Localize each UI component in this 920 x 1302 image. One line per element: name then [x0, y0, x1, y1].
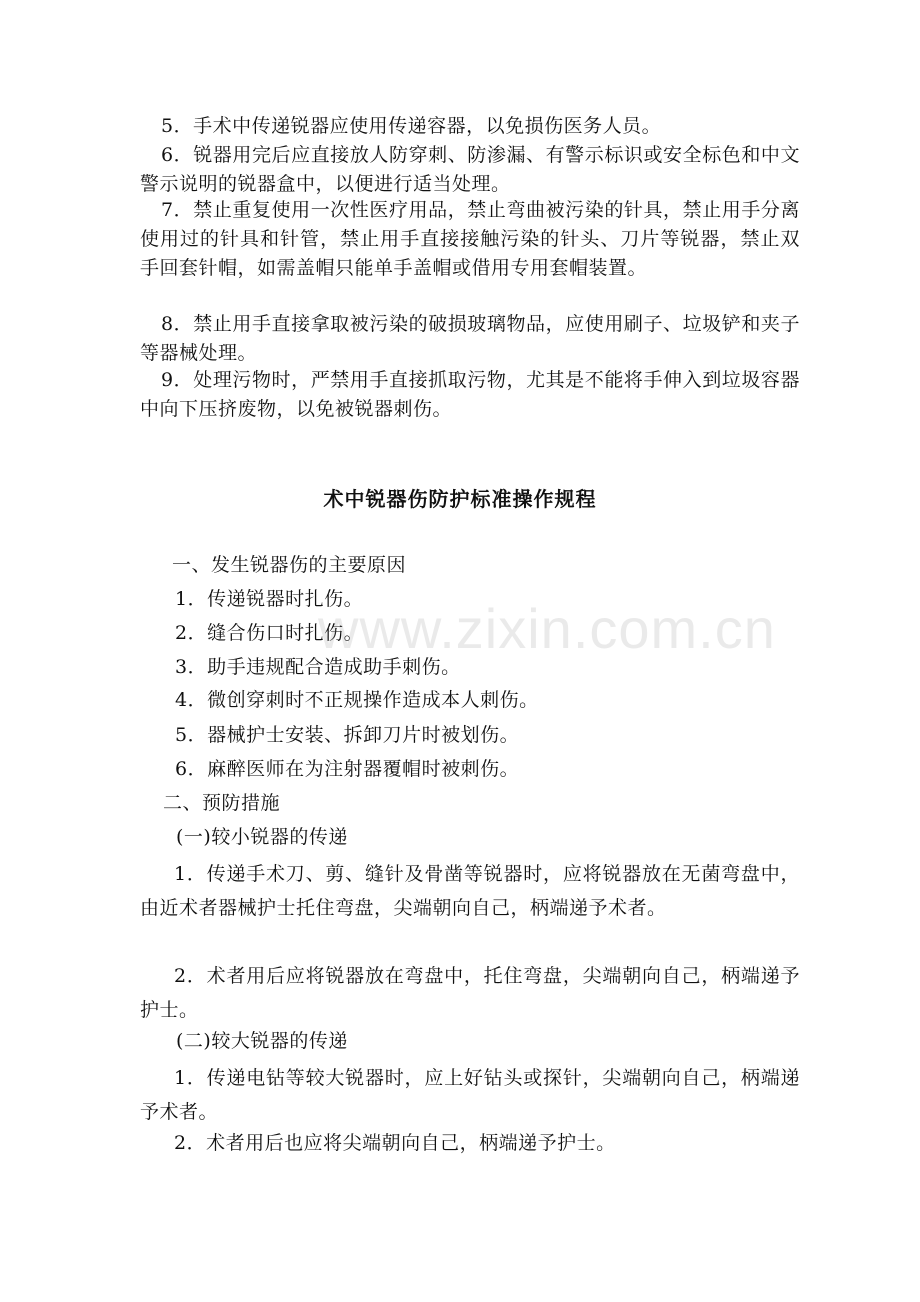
cause-item-2: 2．缝合伤口时扎伤。 [175, 622, 364, 644]
small-sharps-item-2: 2．术者用后应将锐器放在弯盘中，托住弯盘，尖端朝向自己，柄端递予护士。 [140, 965, 800, 1021]
section-2-heading: 二、预防措施 [163, 792, 281, 814]
section-1-heading: 一、发生锐器伤的主要原因 [172, 554, 407, 576]
cause-item-6: 6．麻醉医师在为注射器覆帽时被刺伤。 [175, 758, 520, 780]
top-item-9: 9．处理污物时，严禁用手直接抓取污物，尤其是不能将手伸入到垃圾容器中向下压挤废物，以免被锐器刺伤。 [140, 369, 800, 420]
top-item-6: 6．锐器用完后应直接放人防穿刺、防渗漏、有警示标识或安全标色和中文警示说明的锐器盒中，以便进行适当处理。 [140, 144, 800, 195]
subsection-2-heading: (二)较大锐器的传递 [176, 1030, 348, 1052]
subsection-1-heading: (一)较小锐器的传递 [176, 826, 348, 848]
top-item-7: 7．禁止重复使用一次性医疗用品，禁止弯曲被污染的针具，禁止用手分离使用过的针具和针管，禁止用手直接接触污染的针头、刀片等锐器，禁止双手回套针帽，如需盖帽只能单手盖帽或借用专用套帽装置。 [140, 199, 800, 279]
cause-item-3: 3．助手违规配合造成助手刺伤。 [175, 656, 461, 678]
large-sharps-item-2: 2．术者用后也应将尖端朝向自己，柄端递予护士。 [174, 1132, 616, 1154]
large-sharps-item-1: 1．传递电钻等较大锐器时，应上好钻头或探针，尖端朝向自己，柄端递予术者。 [140, 1067, 800, 1123]
cause-item-1: 1．传递锐器时扎伤。 [175, 588, 364, 610]
watermark: www.zixin.com.cn [318, 597, 776, 660]
small-sharps-item-1: 1．传递手术刀、剪、缝针及骨凿等锐器时，应将锐器放在无菌弯盘中，由近术者器械护士托住弯盘，尖端朝向自己，柄端递予术者。 [140, 863, 800, 919]
top-item-8: 8．禁止用手直接拿取被污染的破损玻璃物品，应使用刷子、垃圾铲和夹子等器械处理。 [140, 313, 800, 364]
cause-item-4: 4．微创穿刺时不正规操作造成本人刺伤。 [175, 689, 539, 711]
cause-item-5: 5．器械护士安装、拆卸刀片时被划伤。 [175, 724, 520, 746]
document-title: 术中锐器伤防护标准操作规程 [323, 487, 597, 511]
top-item-5: 5．手术中传递锐器应使用传递容器，以免损伤医务人员。 [161, 115, 662, 137]
